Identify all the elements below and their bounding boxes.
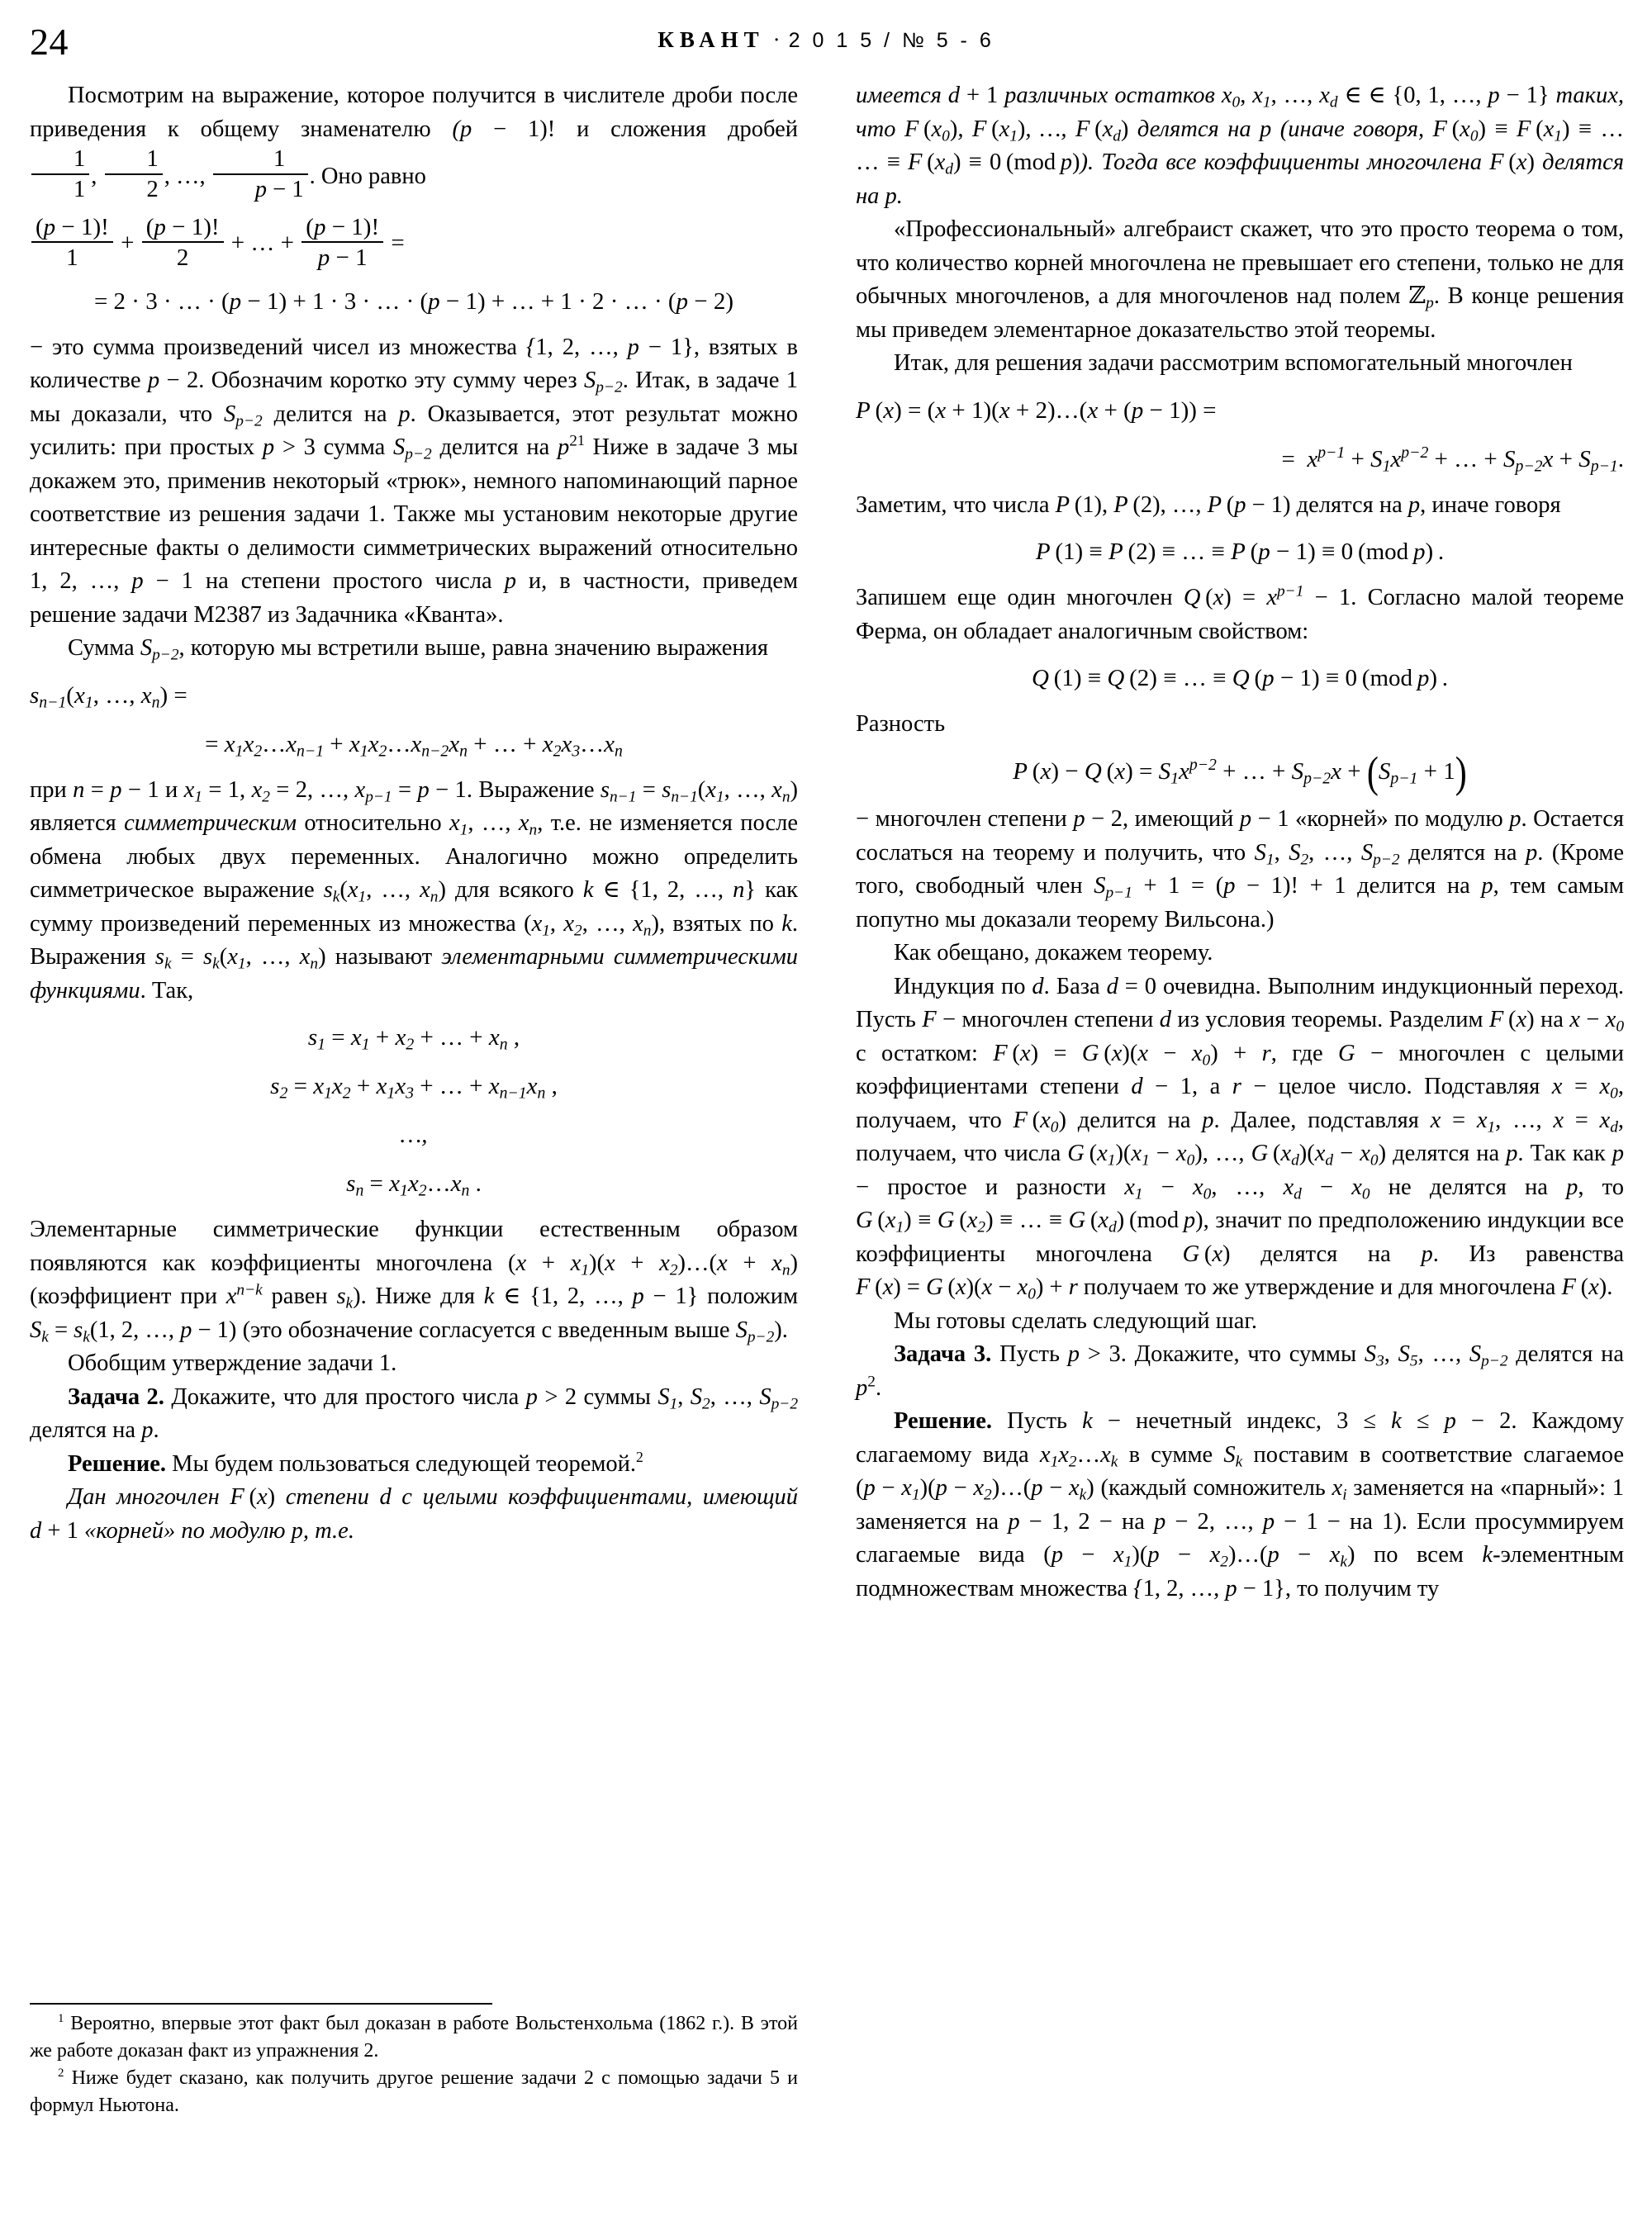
- footnote-1-marker: 1: [58, 2011, 64, 2025]
- display-equation-3b: [30, 725, 798, 763]
- paragraph-coefficients: [30, 1213, 798, 1347]
- paragraph-symmetric: [30, 774, 798, 1008]
- equation-4a-body: $s_1 = x_1 + x_2$ + … + $x_n$ ,: [307, 1024, 520, 1054]
- paragraph-theorem-italic: [30, 1481, 798, 1548]
- equation-4d-body: $s_n$ = $x_1x_2\dots x_n$ .: [346, 1170, 482, 1200]
- left-column: [30, 79, 798, 1548]
- paragraph-sum-value-text: Сумма $S_{p-2}$, которую мы встретили выше, равна значению выражения: [68, 635, 769, 664]
- running-head: [0, 23, 1652, 61]
- display-equation-P-congruence: [856, 533, 1624, 571]
- paragraph-promise: Как обещано, докажем теорему.: [894, 940, 1213, 966]
- equation-1-body: $\frac{(p - 1)!}{1}$ + $\frac{(p - 1)!}{2}$ + … + $\frac{(p - 1)!}{p - 1}$ =: [30, 230, 405, 256]
- paragraph-note-P-text: Заметим, что числа P (1), P (2), …, P (p − 1) делятся на p, иначе говоря: [856, 491, 1561, 518]
- footnotes-block: [30, 2003, 798, 2119]
- issue-label: 2 0 1 5 / № 5 - 6: [788, 29, 995, 52]
- paragraph-induction-text: Индукция по d. База d = 0 очевидна. Выполним индукционный переход. Пусть F − многочлен степени d из условия теоремы. Разделим F (x) на $x - x_0$ с остатком: F (x) = G $(x)(x - x_0) + r$, где G − многочлен с целыми коэффициентами степени d − 1, а r − целое число. Подставляя $x = x_0$, получаем, что F $(x_0)$ делится на p. Далее, подставляя $x = x_1$, …, $x = x_d$, получаем, что числа G $(x_1)(x_1 - x_0)$, …, G $(x_d)(x_d - x_0)$ делятся на p. Так как p − простое и разности $x_1 - x_0$, …, $x_d - x_0$ не делятся на p, то G $(x_1) \equiv G$ $(x_2)$ ≡ … ≡ G $(x_d)$ (mod p), значит по предположению индукции все коэффициенты многочлена G (x) делятся на p. Из равенства F (x) = G $(x)(x - x_0) + r$ получаем то же утверждение и для многочлена F (x).: [856, 973, 1625, 1303]
- paragraph-Q: [856, 581, 1624, 648]
- footnote-1-text: Вероятно, впервые этот факт был доказан в работе Вольстенхольма (1862 г.). В этой же работе доказан факт из упражнения 2.: [30, 2013, 798, 2062]
- task-3-label: Задача 3.: [894, 1341, 992, 1368]
- display-equation-4a: [30, 1018, 798, 1056]
- task-3-text: Пусть p > 3. Докажите, что суммы $S_3$, $S_5$, …, $S_{p-2}$ делятся на $p^2$.: [856, 1341, 1624, 1401]
- paragraph-conclusion: [856, 803, 1624, 937]
- display-equation-4c: [30, 1116, 798, 1154]
- paragraph-task-2: [30, 1381, 798, 1448]
- paragraph-sum-definition: [30, 331, 798, 633]
- solution-2-label: Решение.: [68, 1450, 167, 1477]
- theorem-continued-text: имеется d + 1 различных остатков $x_0$, $x_1$, …, $x_d$ ∈ ∈ {0, 1, …, p − 1} таких, что F $(x_0)$, F $(x_1)$, …, F $(x_d)$ делятся на p (иначе говоря, F $(x_0) \equiv F$ $(x_1)$ ≡ … … ≡ F $(x_d) \equiv 0$ (mod p)). Тогда все коэффициенты многочлена F (x) делятся на p.: [856, 83, 1625, 209]
- paragraph-induction: [856, 970, 1624, 1305]
- paragraph-symmetric-text: при n = p − 1 и $x_1 = 1$, $x_2 = 2$, …, $x_{p-1} = p - 1$. Выражение $s_{n-1} = s_{n-1}(x_1$, …, $x_n$) является симметрическим относительно $x_1$, …, $x_n$, т.е. не изменяется после обмена любых двух переменных. Аналогично можно определить симметрическое выражение $s_k(x_1$, …, $x_n$) для всякого k ∈ {1, 2, …, n} как сумму произведений переменных из множества ($x_1$, $x_2$, …, $x_n$), взятых по k. Выражения $s_k = s_k(x_1$, …, $x_n$) называют элементарными симметрическими функциями. Так,: [30, 776, 799, 1004]
- footnote-1: [30, 2010, 798, 2065]
- equation-P-expanded-body: = $x^{p-1} + S_1x^{p-2}$ + … + $S_{p-2}x + S_{p-1}$.: [1281, 443, 1624, 476]
- equation-2-body: = 2 · 3 · … · (p − 1) + 1 · 3 · … · (p − 1) + … + 1 · 2 · … · (p − 2): [93, 287, 734, 315]
- task-2-text: Докажите, что для простого числа p > 2 суммы $S_1$, $S_2$, …, $S_{p-2}$ делятся на p.: [30, 1383, 799, 1444]
- equation-P-congruence-body: P (1) ≡ P (2) ≡ … ≡ P (p − 1) ≡ 0 (mod p) .: [1035, 539, 1445, 565]
- journal-name: КВАНТ: [657, 27, 765, 52]
- equation-difference-body: P (x) − Q $(x) = S_1x^{p-2}$ + … + $S_{p-2}x + (S_{p-1} + 1)$: [1013, 749, 1467, 797]
- footnote-rule: [30, 2003, 492, 2005]
- paragraph-Q-text: Запишем еще один многочлен Q $(x) = x^{p-1} - 1$. Согласно малой теореме Ферма, он обладает аналогичным свойством:: [856, 582, 1624, 644]
- display-equation-Q-congruence: [856, 659, 1624, 697]
- paragraph-intro-text: Посмотрим на выражение, которое получится в числителе дроби после приведения к общему знаменателю: [30, 83, 798, 142]
- footnote-2-marker: 2: [58, 2066, 64, 2080]
- paragraph-solution-2: [30, 1448, 798, 1482]
- paragraph-intro-cont: и сложения дробей: [577, 116, 799, 142]
- paragraph-sum-value: [30, 632, 798, 666]
- paragraph-next-step: Мы готовы сделать следующий шаг.: [894, 1307, 1257, 1334]
- solution-3-text: Пусть k − нечетный индекс, 3 ≤ k ≤ p − 2. Каждому слагаемому вида $x_1x_2\dots x_k$ в сумме $S_k$ поставим в соответствие слагаемое $(p - x_1)(p$ − $x_2)\dots(p - x_k)$ (каждый сомножитель $x_i$ заменяется на «парный»: 1 заменяется на p − 1, 2 − на p − 2, …, p − 1 − на 1). Если просуммируем слагаемые вида $(p - x_1)(p$ − $x_2)\dots(p - x_k)$ по всем k-элементным подмножествам множества {1, 2, …, p − 1}, то получим ту: [856, 1408, 1625, 1601]
- footnote-2: [30, 2065, 798, 2119]
- paragraph-intro: [30, 79, 798, 203]
- inline-math-p-minus-1-fact: (p − 1)!: [452, 116, 556, 142]
- paragraph-note-P: [856, 489, 1624, 523]
- equation-Q-congruence-body: Q (1) ≡ Q (2) ≡ … ≡ Q (p − 1) ≡ 0 (mod p) .: [1031, 665, 1449, 691]
- display-equation-4b: [30, 1067, 798, 1105]
- paragraph-sum-definition-text: − это сумма произведений чисел из множества {1, 2, …, p − 1}, взятых в количестве p − 2. Обозначим коротко эту сумму через $S_{p-2}$. Итак, в задаче 1 мы доказали, что $S_{p-2}$ делится на p. Оказывается, этот результат можно усилить: при простых p > 3 сумма $S_{p-2}$ делится на p$^{21}$ Ниже в задаче 3 мы докажем это, применив некоторый «трюк», немного напоминающий парное соответствие из решения задачи 1. Также мы установим некоторые другие интересные факты о делимости симметрических выражений относительно 1, 2, …, p − 1 на степени простого числа p и, в частности, приведем решение задачи М2387 из Задачника «Кванта».: [30, 334, 799, 628]
- solution-2-text: Мы будем пользоваться следующей теоремой.$^2$: [172, 1448, 643, 1477]
- paragraph-difference: Разность: [856, 711, 946, 737]
- display-equation-2: [30, 282, 798, 320]
- paragraph-conclusion-text: − многочлен степени p − 2, имеющий p − 1 «корней» по модулю p. Остается сослаться на теорему и получить, что $S_1$, $S_2$, …, $S_{p-2}$ делятся на p. (Кроме того, свободный член $S_{p-1} + 1 = (p - 1)$! + 1 делится на p, тем самым попутно мы доказали теорему Вильсона.): [856, 806, 1625, 932]
- display-equation-4d: [30, 1165, 798, 1203]
- theorem-italic-text: Дан многочлен F (x) степени d с целыми коэффициентами, имеющий d + 1 «корней» по модулю p, т.е.: [30, 1484, 798, 1544]
- paragraph-algebraist: [856, 213, 1624, 347]
- display-equation-3a: [30, 676, 798, 714]
- equation-4b-body: $s_2 = x_1x_2 + x_1x_3$ + … + $x_{n-1}x_n$ ,: [270, 1073, 558, 1103]
- paragraph-auxiliary: Итак, для решения задачи рассмотрим вспомогательный многочлен: [894, 350, 1573, 376]
- paragraph-intro-end: . Оно равно: [309, 164, 426, 190]
- task-2-label: Задача 2.: [68, 1383, 164, 1410]
- paragraph-theorem-continued: [856, 79, 1624, 213]
- display-equation-P-expanded: [856, 440, 1624, 478]
- page-number: 24: [30, 21, 69, 63]
- display-equation-difference: [856, 749, 1624, 797]
- display-equation-P: [856, 391, 1624, 429]
- running-head-title: [0, 26, 1652, 54]
- equation-P-body: P (x) = (x + 1)(x + 2)…(x + (p − 1)) =: [856, 396, 1217, 424]
- display-equation-1: [30, 214, 798, 272]
- equation-4c-body: …,: [400, 1122, 428, 1149]
- paragraph-coefficients-text: Элементарные симметрические функции естественным образом появляются как коэффициенты многочлена $(x + x_1)(x$ + $x_2)\dots(x + x_n)$ (коэффициент при $x^{n-k}$ равен $s_k$). Ниже для k ∈ {1, 2, …, p − 1} положим $S_k = s_k(1$, 2, …, p − 1) (это обозначение согласуется с введенным выше $S_{p-2}$).: [30, 1217, 799, 1346]
- solution-3-label: Решение.: [894, 1408, 993, 1435]
- equation-3a-body: $s_{n-1}(x_1$, …, $x_n$) =: [30, 681, 188, 712]
- running-head-separator: ·: [772, 27, 781, 52]
- paragraph-task-3: [856, 1338, 1624, 1405]
- paragraph-algebraist-text: «Профессиональный» алгебраист скажет, что это просто теорема о том, что количество корней многочлена не превышает его степени, только не для обычных многочленов, а для многочленов над полем ℤ$_p$. В конце решения мы приведем элементарное доказательство этой теоремы.: [856, 216, 1624, 343]
- equation-3b-body: = $x_1x_2\dots x_{n-1}$ + $x_1x_2\dots x_{n-2}x_n$ + … + $x_2x_3\dots x_n$: [205, 730, 623, 761]
- paragraph-solution-3: [856, 1405, 1624, 1606]
- right-column: [856, 79, 1624, 1606]
- footnote-2-text: Ниже будет сказано, как получить другое решение задачи 2 с помощью задачи 5 и формул Ньютона.: [30, 2067, 798, 2116]
- inline-math-fraction-list: $\frac{1}{1}$ , $\frac{1}{2}$ , …, $\frac{1}{p - 1}$: [30, 164, 310, 189]
- paragraph-generalize: Обобщим утверждение задачи 1.: [68, 1350, 397, 1377]
